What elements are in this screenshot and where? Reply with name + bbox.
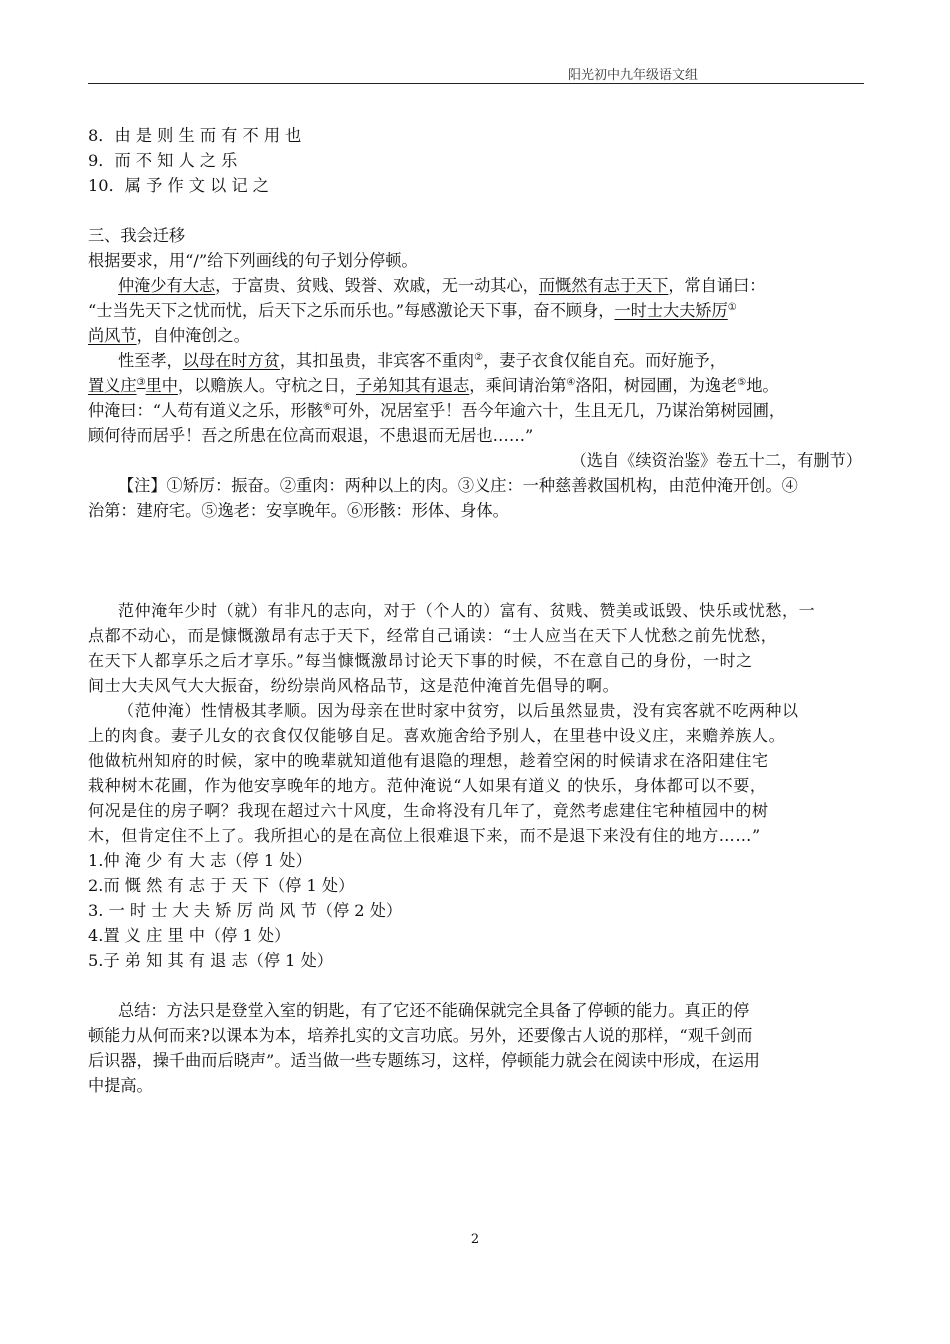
translation-line: 上的肉食。妻子儿女的衣食仅仅能够自足。喜欢施舍给予别人，在里巷中设义庄，来赡养族人。 xyxy=(88,726,786,745)
passage-line: 尚风节，自仲淹创之。 xyxy=(88,326,250,345)
instruction: 根据要求，用“/”给下列画线的句子划分停顿。 xyxy=(88,251,418,270)
passage-line: 顾何待而居乎！吾之所患在位高而艰退，不患退而无居也……” xyxy=(88,426,534,445)
summary-line: 顿能力从何而来?以课本为本，培养扎实的文言功底。另外，还要像古人说的那样，“观千剑而 xyxy=(88,1026,753,1045)
answer-item: 5.子 弟 知 其 有 退 志（停 1 处） xyxy=(88,951,333,970)
answer-item: 4.置 义 庄 里 中（停 1 处） xyxy=(88,926,291,945)
passage-line: 仲淹少有大志，于富贵、贫贱、毁誉、欢戚，无一动其心，而慨然有志于天下，常自诵曰： xyxy=(118,276,766,295)
translation-line: 间士大夫风气大大振奋，纷纷崇尚风格品节，这是范仲淹首先倡导的啊。 xyxy=(88,676,620,695)
translation-line: （范仲淹）性情极其孝顺。因为母亲在世时家中贫穷，以后虽然显贵，没有宾客就不吃两种以 xyxy=(118,701,799,720)
passage-line: 性至孝，以母在时方贫，其扣虽贵，非宾客不重肉②，妻子衣食仅能自充。而好施予， xyxy=(118,351,726,370)
item-10: 10．属 予 作 文 以 记 之 xyxy=(88,176,269,195)
translation-line: 栽种树木花圃，作为他安享晚年的地方。范仲淹说“人如果有道义 的快乐，身体都可以不要， xyxy=(88,776,767,795)
section-title: 三、我会迁移 xyxy=(88,226,186,245)
passage-line: “士当先天下之忧而忧，后天下之乐而乐也。”每感激论天下事，奋不顾身，一时士大夫矫厉① xyxy=(88,301,737,320)
answer-item: 3. 一 时 士 大 夫 矫 厉 尚 风 节（停 2 处） xyxy=(88,901,403,920)
header-title: 阳光初中九年级语文组 xyxy=(567,68,698,83)
summary-line: 中提高。 xyxy=(88,1076,153,1095)
note-line: 【注】①矫厉：振奋。②重肉：两种以上的肉。③义庄：一种慈善救国机构，由范仲淹开创。④ xyxy=(118,476,798,495)
translation-line: 点都不动心，而是慷慨激昂有志于天下，经常自己诵读：“士人应当在天下人忧愁之前先忧愁， xyxy=(88,626,778,645)
translation-line: 在天下人都享乐之后才享乐。”每当慷慨激昂讨论天下事的时候，不在意自己的身份，一时之 xyxy=(88,651,753,670)
header-rule xyxy=(88,83,864,84)
passage-line: 置义庄③里中，以赡族人。守杭之日，子弟知其有退志，乘间请治第④洛阳，树园圃，为逸老⑤地。 xyxy=(88,376,779,395)
translation-line: 何况是住的房子啊？我现在超过六十风度，生命将没有几年了，竟然考虑建住宅种植园中的树 xyxy=(88,801,769,820)
answer-item: 1.仲 淹 少 有 大 志（停 1 处） xyxy=(88,851,312,870)
summary-line: 总结：方法只是登堂入室的钥匙，有了它还不能确保就完全具备了停顿的能力。真正的停 xyxy=(118,1001,750,1020)
answer-item: 2.而 慨 然 有 志 于 天 下（停 1 处） xyxy=(88,876,355,895)
translation-line: 木，但肯定住不上了。我所担心的是在高位上很难退下来，而不是退下来没有住的地方……” xyxy=(88,826,761,845)
passage-line: 仲淹曰：“人苟有道义之乐，形骸⑥可外，况居室乎！吾今年逾六十，生且无几，乃谋治第树园圃， xyxy=(88,401,786,420)
summary-line: 后识器，操千曲而后晓声”。适当做一些专题练习，这样，停顿能力就会在阅读中形成，在运用 xyxy=(88,1051,760,1070)
note-line: 治第：建府宅。⑤逸老：安享晚年。⑥形骸：形体、身体。 xyxy=(88,501,509,520)
item-8: 8．由 是 则 生 而 有 不 用 也 xyxy=(88,126,302,145)
translation-line: 范仲淹年少时（就）有非凡的志向，对于（个人的）富有、贫贱、赞美或诋毁、快乐或忧愁，一 xyxy=(118,601,816,620)
translation-line: 他做杭州知府的时候，家中的晚辈就知道他有退隐的理想，趁着空闲的时候请求在洛阳建住宅 xyxy=(88,751,769,770)
item-9: 9．而 不 知 人 之 乐 xyxy=(88,151,238,170)
page-number: 2 xyxy=(470,1232,480,1247)
source-citation: （选自《续资治鉴》卷五十二，有删节） xyxy=(570,451,862,470)
